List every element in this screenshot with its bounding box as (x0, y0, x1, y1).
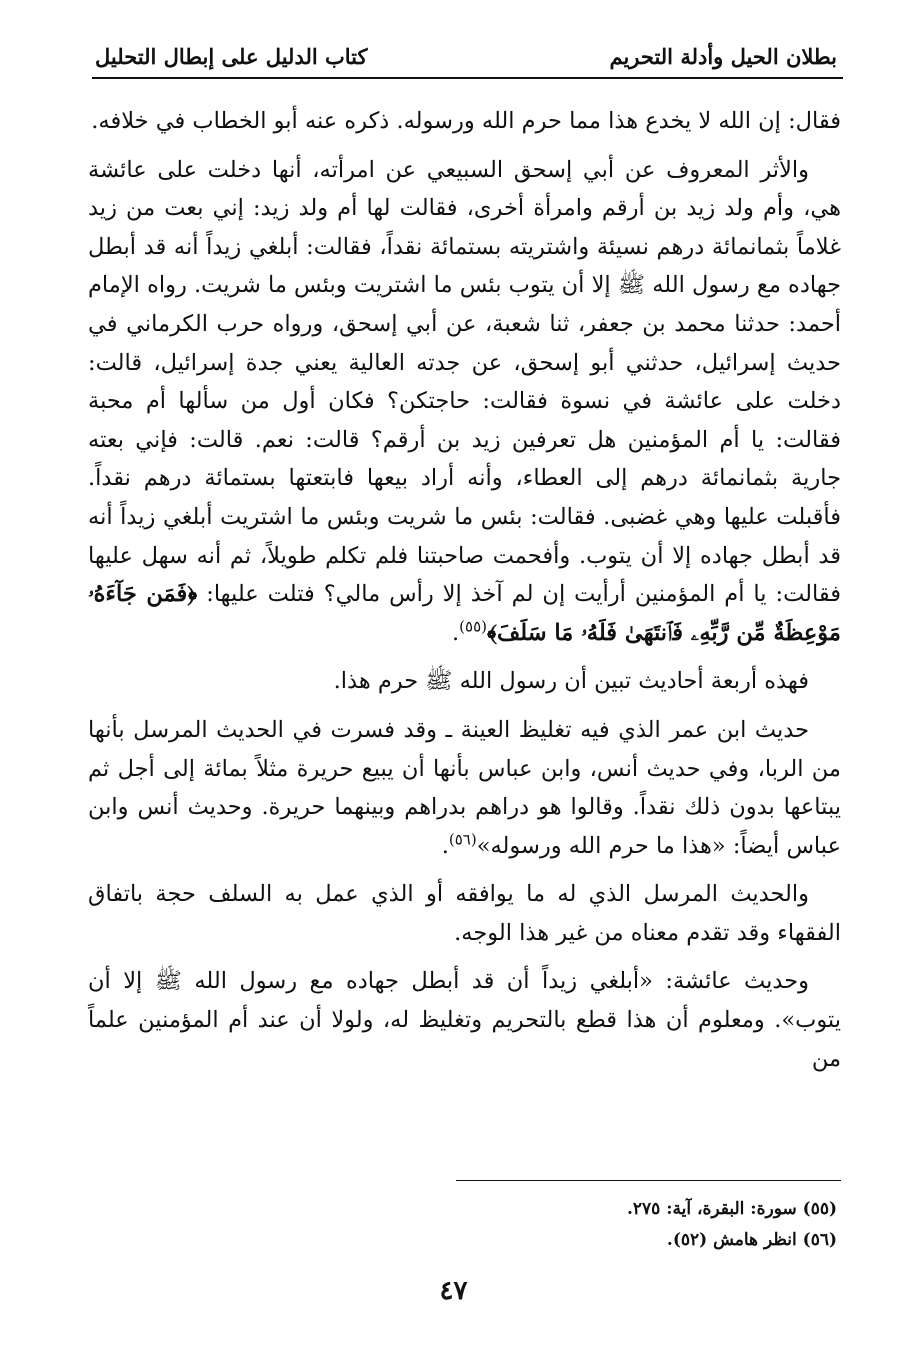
paragraph-3-text: فهذه أربعة أحاديث تبين أن رسول الله ﷺ حرم هذا. (333, 668, 809, 695)
paragraph-4 (88, 711, 841, 865)
paragraph-4-tail: . (441, 832, 449, 859)
running-header (95, 38, 837, 74)
footnote-56: (٥٦) انظر هامش (٥٢). (666, 1230, 837, 1250)
paragraph-5 (88, 875, 841, 952)
paragraph-5-text: والحديث المرسل الذي له ما يوافقه أو الذي عمل به السلف حجة باتفاق الفقهاء وقد تقدم معناه من غير هذا الوجه. (88, 881, 841, 946)
header-left-title: كتاب الدليل على إبطال التحليل (95, 43, 368, 69)
paragraph-6-text: وحديث عائشة: «أبلغي زيداً أن قد أبطل جهاده مع رسول الله ﷺ إلا أن يتوب». ومعلوم أن هذا قطع بالتحريم وتغليظ له، ولولا أن عند أم المؤمنين علماً من (88, 968, 841, 1072)
paragraph-1-text: فقال: إن الله لا يخدع هذا مما حرم الله ورسوله. ذكره عنه أبو الخطاب في خلافه. (91, 108, 841, 134)
paragraph-3 (88, 662, 841, 701)
main-text (88, 102, 841, 1088)
paragraph-6 (88, 962, 841, 1078)
footnote-55: (٥٥) سورة: البقرة، آية: ٢٧٥. (626, 1199, 837, 1219)
paragraph-2-tail: . (452, 619, 460, 646)
header-divider (92, 77, 843, 79)
paragraph-2-text: والأثر المعروف عن أبي إسحق السبيعي عن امرأته، أنها دخلت على عائشة هي، وأم ولد زيد بن أرقم وامرأة أخرى، فقالت لها أم ولد زيد: إني بعت من زيد غلاماً بثمانمائة درهم نسيئة واشتريته بستمائة نقداً، فقالت: أبلغي زيداً أنه قد أبطل جهاده مع رسول الله ﷺ إلا أن يتوب بئس ما اشتريت وبئس ما شريت. رواه الإمام أحمد: حدثنا محمد بن جعفر، ثنا شعبة، عن أبي إسحق، ورواه حرب الكرماني في حديث إسرائيل، حدثني أبو إسحق، عن جدته العالية يعني جدة إسرائيل، قالت: دخلت على عائشة في نسوة فقالت: حاجتكن؟ فكان أول من سألها أم محبة فقالت: يا أم المؤمنين هل تعرفين زيد بن أرقم؟ قالت: نعم. قالت: فإني بعته جارية بثمانمائة درهم إلى العطاء، وأنه أراد بيعها فابتعتها بستمائة درهم نقداً. فأقبلت عليها وهي غضبى. فقالت: بئس ما شريت وبئس ما اشتريت أبلغي زيداً أنه قد أبطل جهاده إلا أن يتوب. وأفحمت صاحبتنا فلم تكلم طويلاً، ثم أنه سهل عليها فقالت: يا أم المؤمنين أرأيت إن لم آخذ إلا رأس مالي؟ فتلت عليها: (88, 156, 842, 608)
footnote-ref-56: (٥٦) (448, 830, 477, 849)
footnotes (88, 1194, 837, 1256)
page-number: ٤٧ (439, 1276, 468, 1306)
paragraph-4-text: حديث ابن عمر الذي فيه تغليظ العينة ـ وقد فسرت في الحديث المرسل بأنها من الربا، وفي حديث أنس، وابن عباس بأنها أن يبيع حريرة مثلاً بمائة إلى أجل ثم يبتاعها بدون ذلك نقداً. وقالوا هو دراهم بدراهم وبينهما حريرة. وحديث أنس وابن عباس أيضاً: «هذا ما حرم الله ورسوله» (88, 716, 841, 859)
header-right-title: بطلان الحيل وأدلة التحريم (609, 43, 837, 69)
paragraph-1 (88, 102, 841, 141)
paragraph-2 (88, 151, 841, 653)
footnote-divider (456, 1180, 841, 1181)
footnote-ref-55: (٥٥) (459, 617, 487, 636)
quran-verse: ﴿فَمَن جَآءَهُۥ مَوْعِظَةٌ مِّن رَّبِّهِۦ فَٱنتَهَىٰ فَلَهُۥ مَا سَلَفَ﴾ (88, 581, 841, 646)
